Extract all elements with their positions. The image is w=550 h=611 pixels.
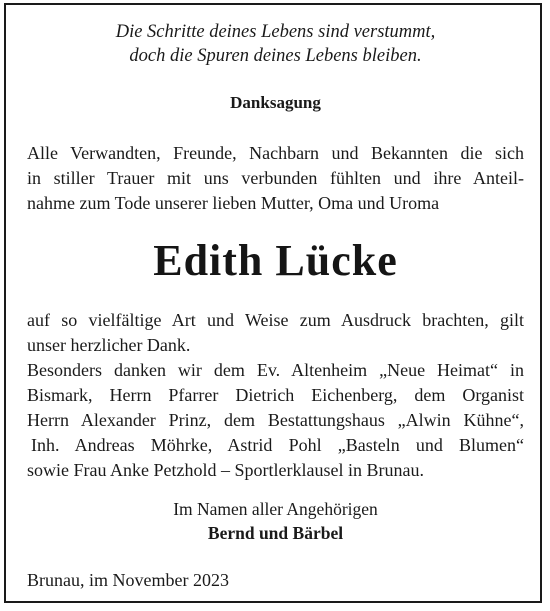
text-line: in stiller Trauer mit uns verbunden fühlten und ihre Anteil-	[27, 168, 524, 188]
motto-line: doch die Spuren deines Lebens bleiben.	[129, 46, 422, 66]
intro-paragraph	[27, 141, 524, 216]
text-line: sowie Frau Anke Petzhold – Sportlerklausel in Brunau.	[27, 460, 424, 480]
text-line: Besonders danken wir dem Ev. Altenheim „Neue Heimat“ in	[27, 360, 524, 380]
thanks-paragraph	[27, 308, 524, 483]
signatories: Bernd und Bärbel	[207, 523, 344, 543]
text-line: Bismark, Herrn Pfarrer Dietrich Eichenberg, dem Organist	[27, 385, 524, 405]
motto-verse	[27, 20, 524, 68]
notice-heading: Danksagung	[230, 93, 321, 112]
motto-line: Die Schritte deines Lebens sind verstummt,	[115, 22, 436, 42]
text-line: auf so vielfältige Art und Weise zum Ausdruck brachten, gilt	[27, 310, 524, 330]
text-line: Alle Verwandten, Freunde, Nachbarn und Bekannten die sich	[27, 143, 524, 163]
deceased-name: Edith Lücke	[153, 236, 398, 285]
text-line: unser herzlicher Dank.	[27, 335, 191, 355]
place-date-line: Brunau, im November 2023	[27, 570, 229, 590]
closing-line: Im Namen aller Angehörigen	[173, 499, 378, 519]
text-line: nahme zum Tode unserer lieben Mutter, Oma und Uroma	[27, 193, 440, 213]
text-line: Herrn Alexander Prinz, dem Bestattungshaus „Alwin Kühne“,	[27, 410, 524, 430]
text-line: Inh. Andreas Möhrke, Astrid Pohl „Basteln und Blumen“	[31, 435, 524, 455]
